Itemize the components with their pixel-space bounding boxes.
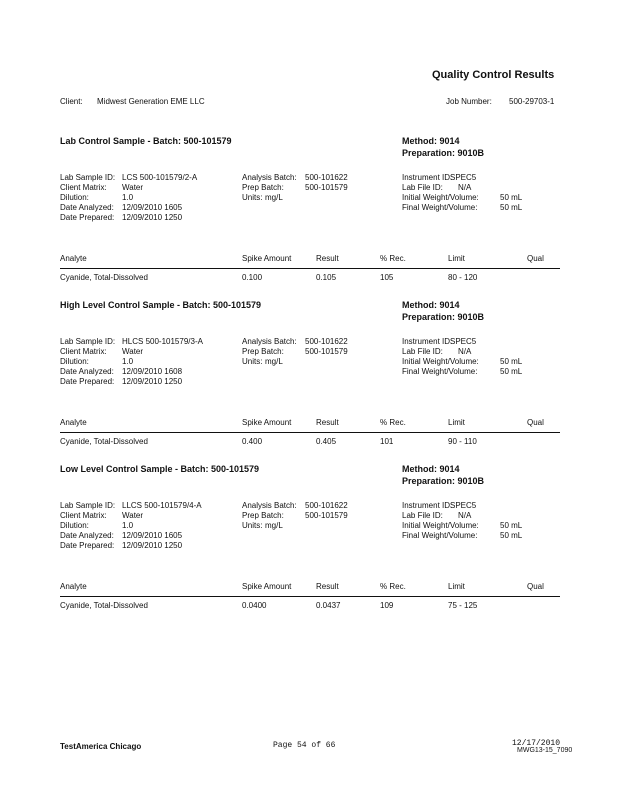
report-title: Quality Control Results [432,69,555,81]
label-client_matrix: Client Matrix: [60,183,107,192]
value-dilution: 1.0 [122,193,134,202]
value-analysis_batch: 500-101622 [305,173,348,182]
column-header: Spike Amount [242,582,292,591]
value-units: mg/L [265,521,283,530]
label-date_prepared: Date Prepared: [60,541,115,550]
cell-rec: 109 [380,601,394,610]
cell-result: 0.105 [316,273,337,282]
value-date_prepared: 12/09/2010 1250 [122,377,183,386]
label-date_prepared: Date Prepared: [60,377,115,386]
value-client_matrix: Water [122,183,144,192]
label-lab_file_id: Lab File ID: [402,511,443,520]
cell-spike: 0.0400 [242,601,267,610]
qc-section [0,460,618,620]
value-lab_file_id: N/A [458,347,472,356]
cell-limit: 75 - 125 [448,601,478,610]
label-dilution: Dilution: [60,357,89,366]
cell-spike: 0.400 [242,437,263,446]
cell-limit: 90 - 110 [448,437,477,446]
cell-rec: 101 [380,437,394,446]
column-header: Limit [448,418,465,427]
section-title: High Level Control Sample - Batch: 500-101579 [60,300,262,310]
cell-rec: 105 [380,273,394,282]
value-lab_file_id: N/A [458,511,472,520]
value-lab_file_id: N/A [458,183,472,192]
value-client_matrix: Water [122,511,144,520]
label-client_matrix: Client Matrix: [60,347,107,356]
label-lab_file_id: Lab File ID: [402,347,443,356]
cell-result: 0.0437 [316,601,341,610]
label-instrument_id: Instrument ID: [402,501,453,510]
job-number: 500-29703-1 [509,97,555,106]
value-lab_sample_id: LCS 500-101579/2-A [122,173,198,182]
column-header: Limit [448,582,465,591]
label-date_prepared: Date Prepared: [60,213,115,222]
value-lab_sample_id: LLCS 500-101579/4-A [122,501,202,510]
value-date_analyzed: 12/09/2010 1605 [122,531,183,540]
qc-section [0,296,618,456]
label-units: Units: [242,521,263,530]
column-header: Spike Amount [242,418,292,427]
cell-limit: 80 - 120 [448,273,478,282]
qc-section [0,132,618,292]
client-name: Midwest Generation EME LLC [97,97,205,106]
label-date_analyzed: Date Analyzed: [60,367,114,376]
section-title: Lab Control Sample - Batch: 500-101579 [60,136,232,146]
job-number-label: Job Number: [446,97,492,106]
label-instrument_id: Instrument ID: [402,337,453,346]
section-title: Low Level Control Sample - Batch: 500-101579 [60,464,260,474]
label-dilution: Dilution: [60,193,89,202]
value-final_wv: 50 mL [500,203,523,212]
value-date_prepared: 12/09/2010 1250 [122,541,183,550]
value-dilution: 1.0 [122,357,134,366]
value-initial_wv: 50 mL [500,521,523,530]
column-header: % Rec. [380,254,406,263]
label-analysis_batch: Analysis Batch: [242,173,297,182]
preparation: Preparation: 9010B [402,476,485,486]
value-date_analyzed: 12/09/2010 1608 [122,367,183,376]
method: Method: 9014 [402,300,460,310]
value-client_matrix: Water [122,347,144,356]
value-date_analyzed: 12/09/2010 1605 [122,203,183,212]
value-prep_batch: 500-101579 [305,511,348,520]
value-instrument_id: SPEC5 [450,337,477,346]
label-initial_wv: Initial Weight/Volume: [402,193,479,202]
value-initial_wv: 50 mL [500,357,523,366]
label-final_wv: Final Weight/Volume: [402,531,478,540]
label-dilution: Dilution: [60,521,89,530]
footer-lab: TestAmerica Chicago [60,742,142,751]
footer-code: MWG13-15_7090 [517,747,573,754]
column-header: Result [316,254,339,263]
column-header: Qual [527,418,544,427]
footer-date: 12/17/2010 [512,739,561,748]
value-prep_batch: 500-101579 [305,183,348,192]
value-instrument_id: SPEC5 [450,501,477,510]
label-lab_sample_id: Lab Sample ID: [60,501,116,510]
label-initial_wv: Initial Weight/Volume: [402,521,479,530]
value-analysis_batch: 500-101622 [305,501,348,510]
client-label: Client: [60,97,83,106]
label-lab_sample_id: Lab Sample ID: [60,337,116,346]
label-lab_file_id: Lab File ID: [402,183,443,192]
value-instrument_id: SPEC5 [450,173,477,182]
footer-page: Page 54 of 66 [273,741,336,750]
label-prep_batch: Prep Batch: [242,183,284,192]
cell-spike: 0.100 [242,273,263,282]
label-analysis_batch: Analysis Batch: [242,337,297,346]
cell-analyte: Cyanide, Total-Dissolved [60,437,148,446]
value-lab_sample_id: HLCS 500-101579/3-A [122,337,203,346]
label-units: Units: [242,193,263,202]
method: Method: 9014 [402,464,460,474]
value-analysis_batch: 500-101622 [305,337,348,346]
label-instrument_id: Instrument ID: [402,173,453,182]
value-initial_wv: 50 mL [500,193,523,202]
column-header: Result [316,582,339,591]
column-header: Qual [527,254,544,263]
value-final_wv: 50 mL [500,367,523,376]
cell-analyte: Cyanide, Total-Dissolved [60,601,148,610]
label-final_wv: Final Weight/Volume: [402,203,478,212]
label-initial_wv: Initial Weight/Volume: [402,357,479,366]
value-dilution: 1.0 [122,521,134,530]
preparation: Preparation: 9010B [402,312,485,322]
value-date_prepared: 12/09/2010 1250 [122,213,183,222]
cell-analyte: Cyanide, Total-Dissolved [60,273,148,282]
label-final_wv: Final Weight/Volume: [402,367,478,376]
column-header: Analyte [60,418,87,427]
value-final_wv: 50 mL [500,531,523,540]
label-units: Units: [242,357,263,366]
divider [60,432,560,433]
label-date_analyzed: Date Analyzed: [60,203,114,212]
column-header: % Rec. [380,582,406,591]
column-header: Qual [527,582,544,591]
column-header: Analyte [60,582,87,591]
label-analysis_batch: Analysis Batch: [242,501,297,510]
cell-result: 0.405 [316,437,337,446]
label-prep_batch: Prep Batch: [242,511,284,520]
label-date_analyzed: Date Analyzed: [60,531,114,540]
label-client_matrix: Client Matrix: [60,511,107,520]
method: Method: 9014 [402,136,460,146]
label-prep_batch: Prep Batch: [242,347,284,356]
column-header: Result [316,418,339,427]
label-lab_sample_id: Lab Sample ID: [60,173,116,182]
column-header: Analyte [60,254,87,263]
value-prep_batch: 500-101579 [305,347,348,356]
preparation: Preparation: 9010B [402,148,485,158]
divider [60,596,560,597]
column-header: % Rec. [380,418,406,427]
column-header: Spike Amount [242,254,292,263]
divider [60,268,560,269]
column-header: Limit [448,254,465,263]
value-units: mg/L [265,357,283,366]
value-units: mg/L [265,193,283,202]
